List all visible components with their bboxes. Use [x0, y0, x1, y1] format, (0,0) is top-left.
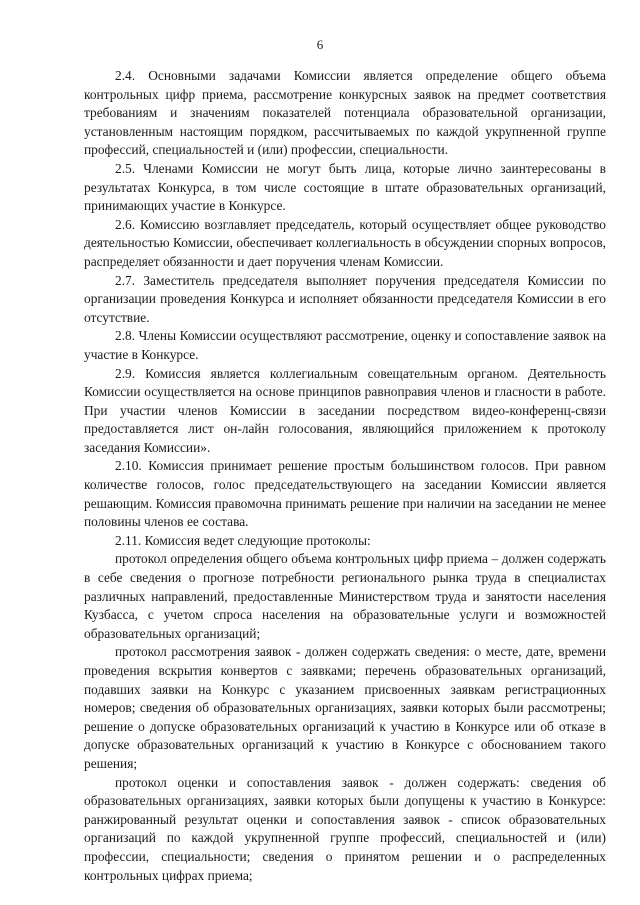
- paragraph-2-6: 2.6. Комиссию возглавляет председатель, который осуществляет общее руководство деятельностью Комиссии, обеспечивает коллегиальность в обсуждении спорных вопросов, распределяет обязанности и дает поручения членам Комиссии.: [84, 216, 606, 269]
- paragraph-2-8: 2.8. Члены Комиссии осуществляют рассмотрение, оценку и сопоставление заявок на участие в Конкурсе.: [84, 328, 606, 362]
- protocol-evaluation-comparison: протокол оценки и сопоставления заявок - должен содержать: сведения об образовательных организациях, заявки которых были допущены к участию в Конкурсе: ранжированный результат оценки и сопоставления заявок - список образовательных организаций по каждой укрупненной группе профессий, специальностей и (или) профессии, специальности; сведения о принятом решении и о распределенных контрольных цифрах приема;: [84, 774, 606, 883]
- paragraph-2-5: 2.5. Членами Комиссии не могут быть лица, которые лично заинтересованы в результатах Конкурса, в том числе состоящие в штате образовательных организаций, принимающих участие в Конкурсе.: [84, 160, 606, 214]
- paragraph-2-7: 2.7. Заместитель председателя выполняет поручения председателя Комиссии по организации проведения Конкурса и исполняет обязанности председателя Комиссии в его отсутствие.: [84, 272, 606, 325]
- document-body: [84, 67, 606, 885]
- protocol-control-figures: протокол определения общего объема контрольных цифр приема – должен содержать в себе сведения о прогнозе потребности регионального рынка труда в специалистах различных направлений, предоставленные Министерством труда и занятости населения Кузбасса, с учетом спроса населения на образовательные услуги и возможностей образовательных организаций;: [84, 551, 606, 641]
- paragraph-2-9: 2.9. Комиссия является коллегиальным совещательным органом. Деятельность Комиссии осуществляется на основе принципов равноправия членов и гласности в работе. При участии членов Комиссии в заседании посредством видео-конференц-связи предоставляется лист он-лайн голосования, являющийся приложением к протоколу заседания Комиссии».: [84, 365, 606, 455]
- paragraph-2-11: 2.11. Комиссия ведет следующие протоколы:: [115, 532, 371, 548]
- page-number: 6: [316, 37, 324, 52]
- paragraph-2-10: 2.10. Комиссия принимает решение простым большинством голосов. При равном количестве голосов, голос председательствующего на заседании Комиссии является решающим. Комиссия правомочна принимать решение при наличии на заседании не менее половины членов ее состава.: [84, 458, 606, 530]
- protocol-review-applications: протокол рассмотрения заявок - должен содержать сведения: о месте, дате, времени проведения вскрытия конвертов с заявками; перечень образовательных организаций, подавших заявки на Конкурс с указанием присвоенных заявкам регистрационных номеров; сведения об образовательных организациях, заявки которых были рассмотрены; решение о допуске образовательных организаций к участию в Конкурсе или об отказе в допуске образовательных организаций к участию в Конкурсе с обоснованием такого решения;: [84, 644, 606, 771]
- paragraph-2-4: 2.4. Основными задачами Комиссии является определение общего объема контрольных цифр приема, рассмотрение конкурсных заявок на предмет соответствия требованиям и значениям показателей потенциала образовательной организации, установленным настоящим порядком, рассчитываемых по каждой укрупненной группе профессий, специальностей и (или) профессии, специальности.: [84, 68, 606, 158]
